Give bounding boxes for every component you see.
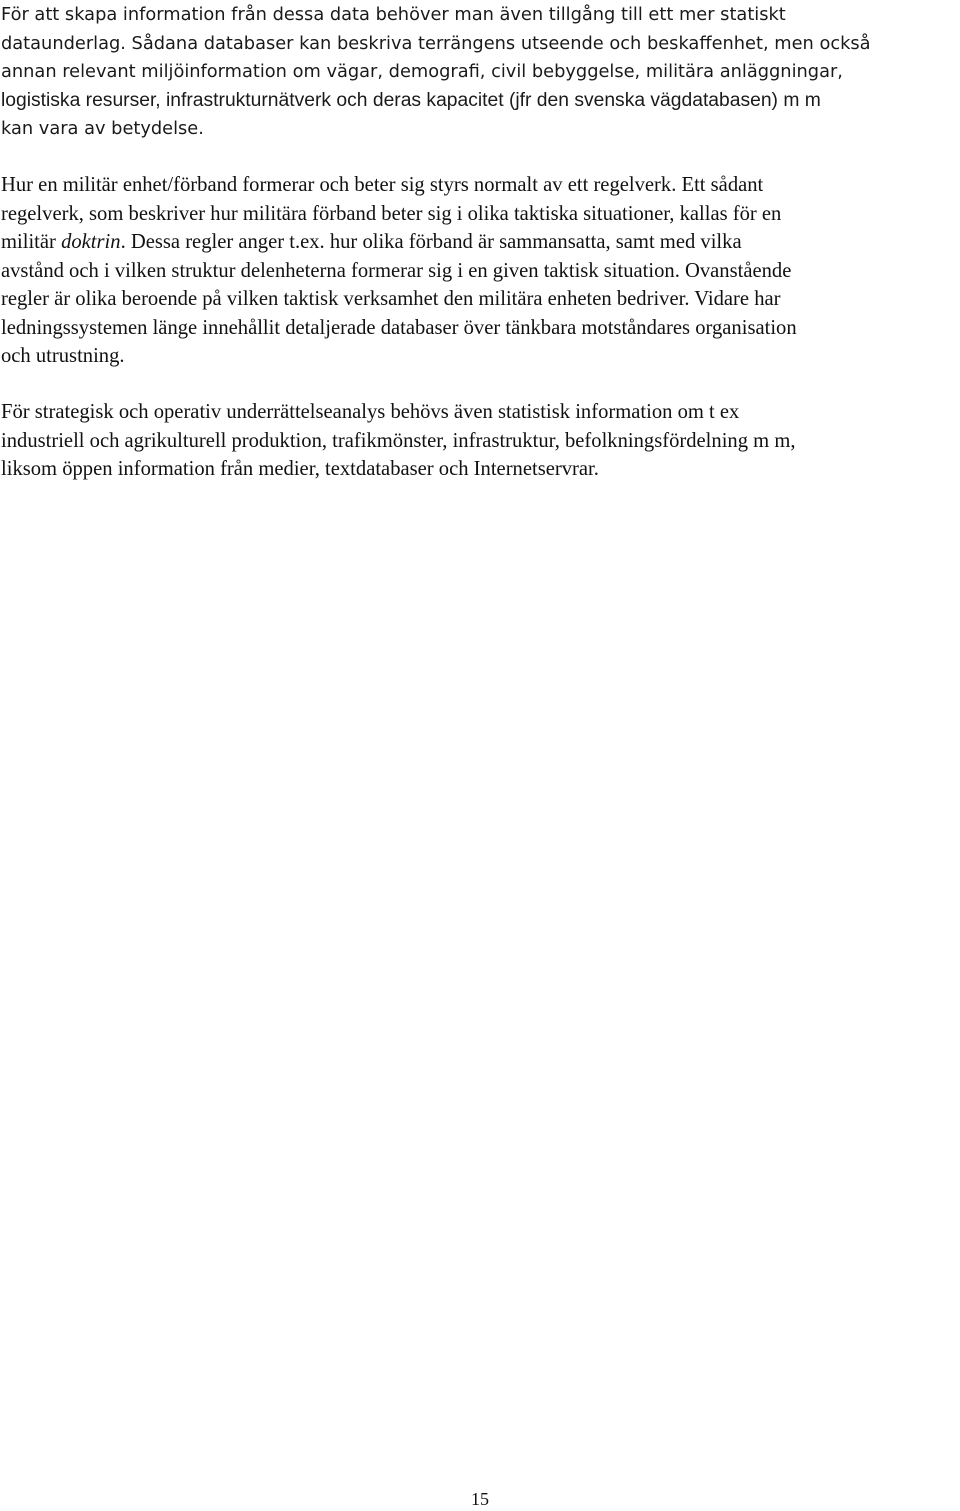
paragraph-military-doctrine bbox=[1, 171, 797, 371]
text-line: annan relevant miljöinformation om vägar, demografi, civil bebyggelse, militära anläggningar, bbox=[1, 61, 843, 82]
text-line: kan vara av betydelse. bbox=[1, 118, 204, 139]
text-line bbox=[1, 228, 797, 257]
text-line: avstånd och i vilken struktur delenheterna formerar sig i en given taktisk situation. Ovanstående bbox=[1, 259, 792, 282]
text-line: ledningssystemen länge innehållit detaljerade databaser över tänkbara motståndares organisation bbox=[1, 316, 797, 339]
text-line: liksom öppen information från medier, textdatabaser och Internetservrar. bbox=[1, 458, 599, 480]
text-line: och utrustning. bbox=[1, 345, 125, 367]
text-line: För att skapa information från dessa data behöver man även tillgång till ett mer statiskt bbox=[1, 4, 786, 25]
text-line: dataunderlag. Sådana databaser kan beskriva terrängens utseende och beskaffenhet, men också bbox=[1, 32, 871, 54]
text-line: För strategisk och operativ underrättelseanalys behövs även statistisk information om t ex bbox=[1, 401, 740, 423]
text-run: militär bbox=[1, 231, 62, 253]
text-line: regler är olika beroende på vilken taktisk verksamhet den militära enheten bedriver. Vidare har bbox=[1, 288, 781, 310]
paragraph-terrain-databases bbox=[1, 1, 871, 144]
text-line: industriell och agrikulturell produktion, trafikmönster, infrastruktur, befolkningsfördelning m m, bbox=[1, 429, 796, 452]
page-number: 15 bbox=[471, 1489, 489, 1509]
text-run: . Dessa regler anger t.ex. hur olika förband är sammansatta, samt med vilka bbox=[120, 231, 742, 253]
doktrin-term: doktrin bbox=[61, 231, 121, 253]
text-line: Hur en militär enhet/förband formerar och beter sig styrs normalt av ett regelverk. Ett sådant bbox=[1, 174, 764, 196]
text-line: logistiska resurser, infrastrukturnätverk och deras kapacitet (jfr den svenska vägdatabasen) m m bbox=[1, 89, 821, 111]
paragraph-intelligence-analysis bbox=[1, 398, 796, 484]
text-line: regelverk, som beskriver hur militära förband beter sig i olika taktiska situationer, kallas för en bbox=[1, 202, 782, 225]
